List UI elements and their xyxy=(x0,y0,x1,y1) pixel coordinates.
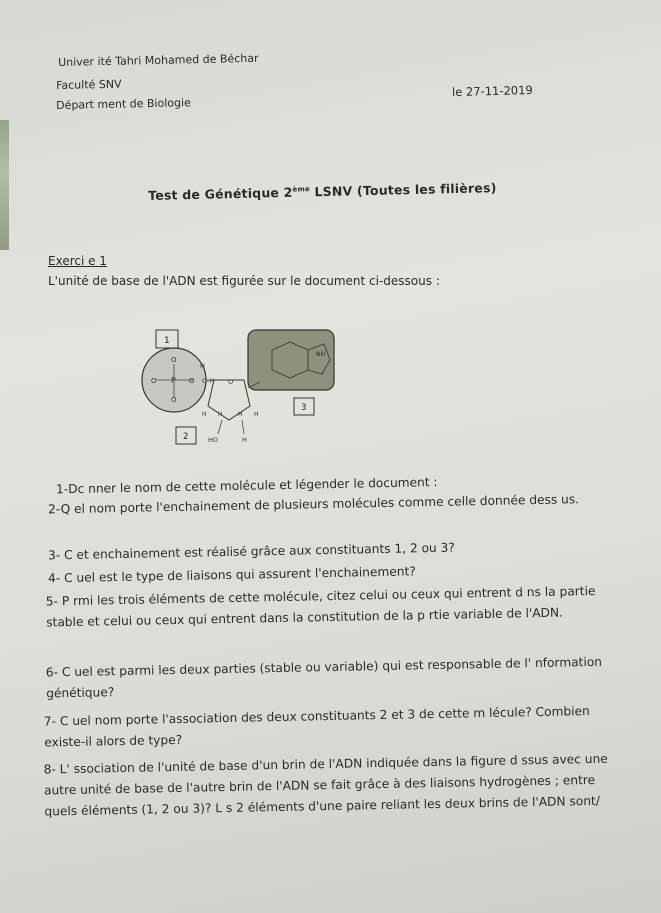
sugar-h5: H xyxy=(242,436,247,444)
question-8: 8- L' ssociation de l'unité de base d'un brin de l'ADN indiquée dans la figure d ssus avec une autre unité de base de l'autre brin de l'ADN se fait grâce à des liaisons hydrogènes ; entre quels éléments (1, 2 ou 3)? L s 2 éléments d'une paire reliant les deux brins de l'ADN sont/ xyxy=(43,751,608,819)
question-2: 2-Q el nom porte l'enchainement de plusieurs molécules comme celle donnée dess us. xyxy=(47,492,580,517)
question-4: 4- C uel est le type de liaisons qui assurent l'enchainement? xyxy=(47,564,416,586)
label-box-2-text: 2 xyxy=(183,432,189,442)
title-suffix: LSNV (Toutes les filières) xyxy=(309,180,497,200)
nucleotide-diagram xyxy=(134,322,344,462)
phosphate-o-bottom: O xyxy=(171,396,177,404)
sugar-bond-ho xyxy=(218,420,222,434)
binder-edge xyxy=(0,120,9,250)
sugar-ring xyxy=(208,380,250,420)
title-sup: ème xyxy=(292,185,310,194)
exercise-intro: L'unité de base de l'ADN est figurée sur le document ci-dessous : xyxy=(48,274,440,288)
sugar-h4: H xyxy=(254,411,259,418)
base-nh: NH xyxy=(316,351,325,358)
phosphate-o-left: O xyxy=(151,377,157,385)
sugar-c: C–H xyxy=(202,377,215,385)
sugar-h2: H xyxy=(218,411,223,418)
faculty-name: Faculté SNV xyxy=(56,77,122,92)
question-5: 5- P rmi les trois éléments de cette molécule, citez celui ou ceux qui entrent d ns la partie stable et celui ou ceux qui entrent dans la constitution de la p rtie variable de l'ADN. xyxy=(45,583,596,630)
phosphate-o-right: O xyxy=(189,377,195,385)
sugar-h-top: H xyxy=(200,362,205,370)
university-name: Univer ité Tahri Mohamed de Béchar xyxy=(58,51,259,69)
base-box xyxy=(248,330,334,390)
phosphate-p: P xyxy=(171,376,176,385)
sugar-ho: HO xyxy=(208,436,219,444)
question-1: 1-Dc nner le nom de cette molécule et légender le document : xyxy=(55,475,438,497)
sugar-o: O xyxy=(228,378,234,386)
sugar-h3: H xyxy=(238,411,243,418)
sugar-bond-h xyxy=(242,420,244,434)
question-7: 7- C uel nom porte l'association des deux constituants 2 et 3 de cette m lécule? Combien existe-il alors de type? xyxy=(43,704,590,750)
phosphate-o-top: O xyxy=(171,356,177,364)
label-box-1-text: 1 xyxy=(164,336,170,346)
question-3: 3- C et enchainement est réalisé grâce aux constituants 1, 2 ou 3? xyxy=(47,540,455,563)
exam-date: le 27-11-2019 xyxy=(451,82,533,100)
question-6: 6- C uel est parmi les deux parties (stable ou variable) qui est responsable de l' nformation génétique? xyxy=(45,654,603,701)
department-name: Départ ment de Biologie xyxy=(56,96,191,112)
sugar-h1: H xyxy=(202,411,207,418)
title-prefix: Test de Génétique 2 xyxy=(148,184,293,203)
label-box-3-text: 3 xyxy=(301,403,307,413)
exercise-heading: Exerci e 1 xyxy=(48,254,107,268)
